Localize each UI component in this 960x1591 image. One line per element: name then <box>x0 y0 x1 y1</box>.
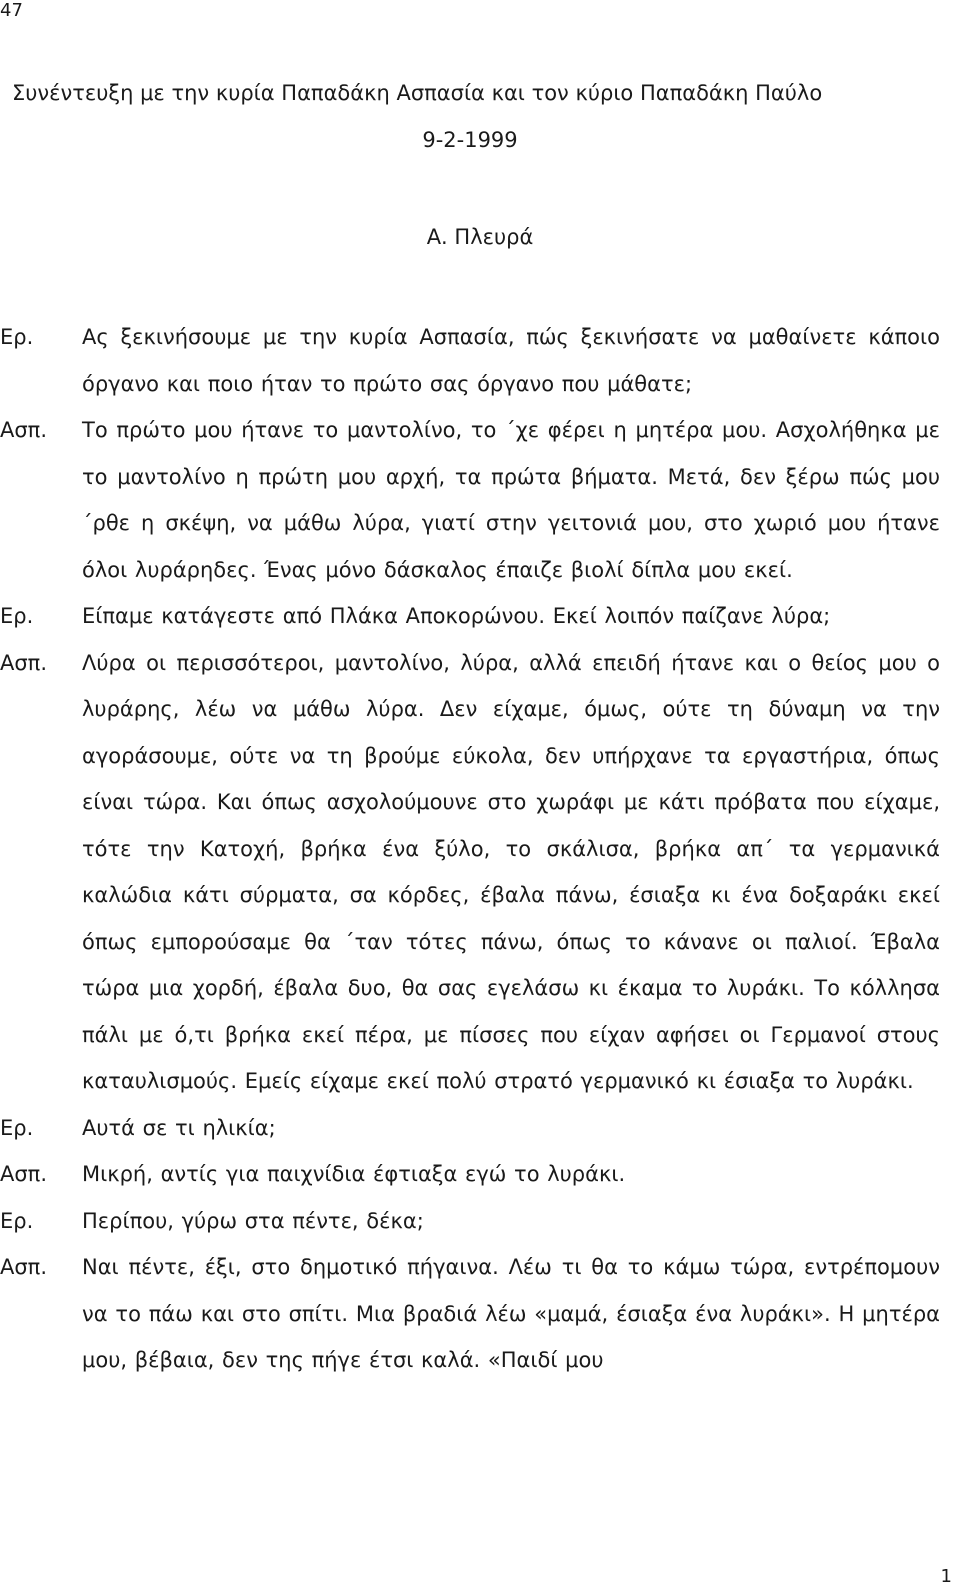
speech-text: Είπαμε κατάγεστε από Πλάκα Αποκορώνου. Εκεί λοιπόν παίζανε λύρα; <box>82 604 831 628</box>
speaker-label: Ερ. <box>0 1208 34 1233</box>
tape-side: Α. Πλευρά <box>426 225 534 249</box>
speech-text: Το πρώτο μου ήτανε το μαντολίνο, το ΄χε φέρει η μητέρα μου. Ασχολήθηκα με το μαντολίνο η πρώτη μου αρχή, τα πρώτα βήματα. Μετά, δεν ξέρω πώς μου ΄ρθε η σκέψη, να μάθω λύρα, γιατί στην γειτονιά μου, στο χωριό μου ήτανε όλοι λυράρηδες. Ένας μόνο δάσκαλος έπαιζε βιολί δίπλα μου εκεί. <box>82 418 940 582</box>
dialogue-turn <box>0 1244 960 1384</box>
document-title: Συνέντευξη με την κυρία Παπαδάκη Ασπασία και τον κύριο Παπαδάκη Παύλο <box>12 81 823 105</box>
speaker-label: Ερ. <box>0 325 34 349</box>
dialogue-turn <box>0 314 960 407</box>
speaker-label: Ασπ. <box>0 650 47 675</box>
speaker-label: Ασπ. <box>0 1162 47 1186</box>
speaker-label: Ερ. <box>0 1115 34 1140</box>
dialogue-turn <box>0 407 960 593</box>
speech-text: Αυτά σε τι ηλικία; <box>82 1115 276 1140</box>
speaker-label: Ασπ. <box>0 1255 47 1279</box>
page-number-bottom: 1 <box>940 1566 952 1587</box>
interview-date: 9-2-1999 <box>422 128 518 152</box>
speech-text: Ας ξεκινήσουμε με την κυρία Ασπασία, πώς ξεκινήσατε να μαθαίνετε κάποιο όργανο και ποιο ήταν το πρώτο σας όργανο που μάθατε; <box>82 325 940 396</box>
dialogue-turn <box>0 1198 960 1245</box>
dialogue-turn <box>0 1151 960 1198</box>
speech-text: Ναι πέντε, έξι, στο δημοτικό πήγαινα. Λέω τι θα το κάμω τώρα, εντρέπομουν να το πάω και στο σπίτι. Μια βραδιά λέω «μαμά, έσιαξα ένα λυράκι». Η μητέρα μου, βέβαια, δεν της πήγε έτσι καλά. «Παιδί μου <box>82 1255 940 1372</box>
speech-text: Περίπου, γύρω στα πέντε, δέκα; <box>82 1208 424 1233</box>
dialogue-turn <box>0 593 960 640</box>
dialogue-turn <box>0 640 960 1105</box>
speech-text: Λύρα οι περισσότεροι, μαντολίνο, λύρα, αλλά επειδή ήτανε και ο θείος μου ο λυράρης, λέω να μάθω λύρα. Δεν είχαμε, όμως, ούτε τη δύναμη να την αγοράσουμε, ούτε να τη βρούμε εύκολα, δεν υπήρχανε τα εργαστήρια, όπως είναι τώρα. Και όπως ασχολούμουνε στο χωράφι με κάτι πρόβατα που είχαμε, τότε την Κατοχή, βρήκα ένα ξύλο, το σκάλισα, βρήκα απ΄ τα γερμανικά καλώδια κάτι σύρματα, σα κόρδες, έβαλα πάνω, έσιαξα κι ένα δοξαράκι εκεί όπως εμπορούσαμε θα ΄ταν τότες πάνω, όπως το κάνανε οι παλιοί. Έβαλα τώρα μια χορδή, έβαλα δυο, θα σας εγελάσω κι έκαμα το λυράκι. Το κόλλησα πάλι με ό,τι βρήκα εκεί πέρα, με πίσσες που είχαν αφήσει οι Γερμανοί στους καταυλισμούς. Εμείς είχαμε εκεί πολύ στρατό γερμανικό κι έσιαξα το λυράκι. <box>82 650 940 1093</box>
speaker-label: Ασπ. <box>0 418 47 442</box>
page-number-top: 47 <box>0 0 23 21</box>
dialogue <box>0 314 960 1384</box>
dialogue-turn <box>0 1105 960 1152</box>
speaker-label: Ερ. <box>0 604 34 628</box>
speech-text: Μικρή, αντίς για παιχνίδια έφτιαξα εγώ το λυράκι. <box>82 1162 626 1186</box>
